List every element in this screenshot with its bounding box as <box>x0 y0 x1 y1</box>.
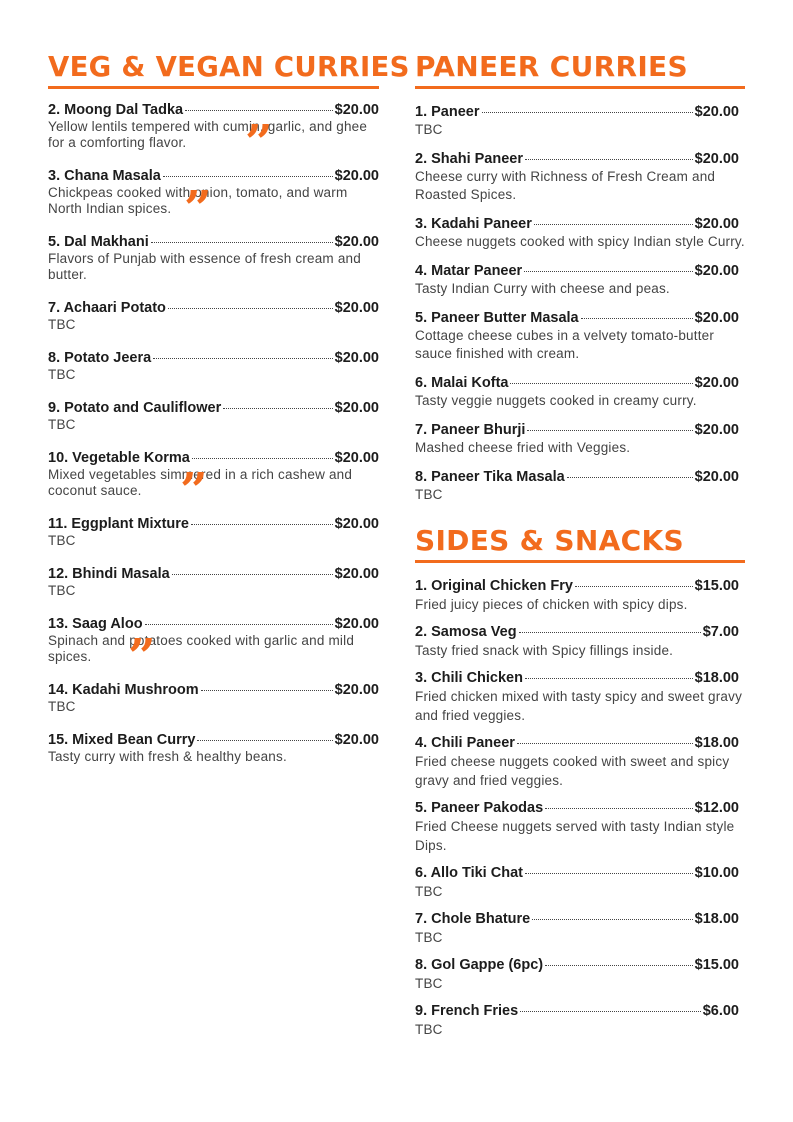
dot-leader <box>151 242 333 243</box>
item-name: 9. French Fries <box>415 1003 519 1019</box>
chili-pepper-icon: ” <box>184 181 212 237</box>
item-price: $20.00 <box>334 400 379 416</box>
menu-item <box>48 299 379 333</box>
item-description: TBC <box>48 583 76 598</box>
dot-leader <box>223 408 332 409</box>
item-description: Fried cheese nuggets cooked with sweet and spicy gravy and fried veggies. <box>415 754 730 788</box>
item-description: Tasty veggie nuggets cooked in creamy curry. <box>415 393 697 408</box>
item-price: $10.00 <box>694 865 739 881</box>
item-name: 11. Eggplant Mixture <box>48 516 189 532</box>
dot-leader <box>517 743 693 744</box>
item-price: $20.00 <box>334 450 379 466</box>
dot-leader <box>534 224 693 225</box>
dot-leader <box>545 808 692 809</box>
item-name: 2. Moong Dal Tadka <box>48 102 184 118</box>
item-description: Fried Cheese nuggets served with tasty Indian style Dips. <box>415 819 735 853</box>
item-name: 5. Paneer Pakodas <box>415 800 544 816</box>
item-description: TBC <box>415 930 443 945</box>
item-name: 14. Kadahi Mushroom <box>48 682 199 698</box>
item-description: Fried juicy pieces of chicken with spicy dips. <box>415 597 688 612</box>
item-price: $20.00 <box>694 422 739 438</box>
item-name: 3. Chana Masala <box>48 168 161 184</box>
item-name: 5. Paneer Butter Masala <box>415 310 579 326</box>
item-name: 4. Matar Paneer <box>415 263 523 279</box>
menu-item <box>48 167 379 237</box>
menu-item <box>48 399 379 433</box>
menu-item <box>415 215 745 251</box>
dot-leader <box>525 873 693 874</box>
item-price: $20.00 <box>694 263 739 279</box>
item-name: 10. Vegetable Korma <box>48 450 190 466</box>
item-price: $20.00 <box>334 350 379 366</box>
item-description: TBC <box>415 1022 443 1037</box>
item-description: Spinach and potatoes cooked with garlic and mild spices. <box>48 633 355 664</box>
item-name: 7. Achaari Potato <box>48 300 166 316</box>
item-description: TBC <box>48 417 76 432</box>
dot-leader <box>567 477 693 478</box>
sides-menu-list <box>415 577 745 1039</box>
item-name: 2. Shahi Paneer <box>415 151 523 167</box>
menu-item <box>48 731 379 765</box>
menu-item <box>48 515 379 549</box>
item-price: $20.00 <box>694 104 739 120</box>
dot-leader <box>163 176 333 177</box>
menu-item <box>415 910 745 947</box>
item-description: TBC <box>415 122 443 137</box>
dot-leader <box>197 740 332 741</box>
menu-item <box>415 799 745 855</box>
item-name: 1. Paneer <box>415 104 480 120</box>
item-name: 7. Chole Bhature <box>415 911 531 927</box>
item-name: 6. Allo Tiki Chat <box>415 865 523 881</box>
item-price: $20.00 <box>334 616 379 632</box>
item-description: Tasty Indian Curry with cheese and peas. <box>415 281 670 296</box>
item-name: 8. Paneer Tika Masala <box>415 469 565 485</box>
item-price: $20.00 <box>694 151 739 167</box>
paneer-section-title: PANEER CURRIES <box>415 50 745 89</box>
chili-pepper-icon: ” <box>180 463 208 519</box>
menu-item <box>48 233 379 283</box>
item-description: Mixed vegetables simmered in a rich cashew and coconut sauce. <box>48 467 353 498</box>
item-description: Cheese nuggets cooked with spicy Indian style Curry. <box>415 234 745 249</box>
sides-section-title: SIDES & SNACKS <box>415 524 745 563</box>
item-description: TBC <box>415 884 443 899</box>
item-description: Cottage cheese cubes in a velvety tomato-butter sauce finished with cream. <box>415 328 715 361</box>
item-price: $20.00 <box>334 234 379 250</box>
item-description: Mashed cheese fried with Veggies. <box>415 440 631 455</box>
left-column <box>48 50 410 781</box>
menu-item <box>415 468 745 504</box>
item-description: TBC <box>415 487 443 502</box>
item-price: $20.00 <box>334 566 379 582</box>
item-price: $20.00 <box>694 469 739 485</box>
dot-leader <box>191 524 333 525</box>
item-price: $7.00 <box>702 624 739 640</box>
dot-leader <box>575 586 693 587</box>
menu-item <box>48 349 379 383</box>
item-description: Chickpeas cooked with onion, tomato, and warm North Indian spices. <box>48 185 348 216</box>
menu-item <box>48 615 379 685</box>
item-price: $20.00 <box>334 300 379 316</box>
item-price: $20.00 <box>334 516 379 532</box>
item-name: 3. Kadahi Paneer <box>415 216 532 232</box>
menu-item <box>415 309 745 363</box>
paneer-menu-list <box>415 103 745 504</box>
item-name: 8. Potato Jeera <box>48 350 152 366</box>
item-description: TBC <box>48 367 76 382</box>
menu-item <box>415 150 745 204</box>
dot-leader <box>153 358 332 359</box>
dot-leader <box>524 271 692 272</box>
menu-item <box>415 262 745 298</box>
veg-section-title: VEG & VEGAN CURRIES <box>48 50 379 89</box>
item-name: 6. Malai Kofta <box>415 375 509 391</box>
veg-menu-list <box>48 101 379 765</box>
item-description: TBC <box>415 976 443 991</box>
dot-leader <box>520 1011 701 1012</box>
item-description: Yellow lentils tempered with cumin, garlic, and ghee for a comforting flavor. <box>48 119 368 150</box>
menu-item <box>415 956 745 993</box>
chili-pepper-icon: ” <box>128 629 156 685</box>
dot-leader <box>519 632 701 633</box>
item-name: 4. Chili Paneer <box>415 735 515 751</box>
menu-item <box>415 103 745 139</box>
dot-leader <box>168 308 333 309</box>
item-price: $20.00 <box>694 310 739 326</box>
item-description: TBC <box>48 533 76 548</box>
dot-leader <box>192 458 333 459</box>
item-price: $20.00 <box>334 682 379 698</box>
item-name: 12. Bhindi Masala <box>48 566 170 582</box>
dot-leader <box>510 383 692 384</box>
item-name: 2. Samosa Veg <box>415 624 517 640</box>
menu-item <box>48 101 379 171</box>
dot-leader <box>581 318 693 319</box>
dot-leader <box>525 159 693 160</box>
dot-leader <box>185 110 333 111</box>
item-description: TBC <box>48 317 76 332</box>
menu-item <box>415 669 745 725</box>
menu-item <box>415 623 745 660</box>
right-column <box>415 50 745 1048</box>
menu-item <box>48 565 379 599</box>
menu-item <box>415 1002 745 1039</box>
item-price: $20.00 <box>334 168 379 184</box>
item-price: $18.00 <box>694 911 739 927</box>
item-description: Flavors of Punjab with essence of fresh cream and butter. <box>48 251 361 282</box>
item-name: 7. Paneer Bhurji <box>415 422 526 438</box>
dot-leader <box>525 678 693 679</box>
dot-leader <box>482 112 693 113</box>
item-name: 3. Chili Chicken <box>415 670 523 686</box>
item-description: TBC <box>48 699 76 714</box>
menu-item <box>415 374 745 410</box>
item-price: $12.00 <box>694 800 739 816</box>
item-description: Tasty curry with fresh & healthy beans. <box>48 749 287 764</box>
menu-item <box>415 421 745 457</box>
item-price: $15.00 <box>694 578 739 594</box>
item-name: 5. Dal Makhani <box>48 234 149 250</box>
item-price: $18.00 <box>694 670 739 686</box>
item-price: $20.00 <box>334 102 379 118</box>
dot-leader <box>532 919 692 920</box>
chili-pepper-icon: ” <box>245 115 273 171</box>
dot-leader <box>172 574 333 575</box>
item-price: $6.00 <box>702 1003 739 1019</box>
item-description: Cheese curry with Richness of Fresh Cream and Roasted Spices. <box>415 169 716 202</box>
menu-item <box>48 681 379 715</box>
item-description: Fried chicken mixed with tasty spicy and sweet gravy and fried veggies. <box>415 689 743 723</box>
item-name: 8. Gol Gappe (6pc) <box>415 957 544 973</box>
item-price: $20.00 <box>694 216 739 232</box>
item-description: Tasty fried snack with Spicy fillings inside. <box>415 643 674 658</box>
item-price: $18.00 <box>694 735 739 751</box>
item-price: $20.00 <box>694 375 739 391</box>
item-name: 9. Potato and Cauliflower <box>48 400 222 416</box>
item-name: 13. Saag Aloo <box>48 616 143 632</box>
menu-item <box>415 734 745 790</box>
dot-leader <box>527 430 692 431</box>
menu-item <box>48 449 379 519</box>
menu-item <box>415 864 745 901</box>
dot-leader <box>201 690 333 691</box>
item-name: 1. Original Chicken Fry <box>415 578 573 594</box>
menu-item <box>415 577 745 614</box>
item-name: 15. Mixed Bean Curry <box>48 732 196 748</box>
dot-leader <box>545 965 693 966</box>
item-price: $15.00 <box>694 957 739 973</box>
item-price: $20.00 <box>334 732 379 748</box>
dot-leader <box>145 624 333 625</box>
